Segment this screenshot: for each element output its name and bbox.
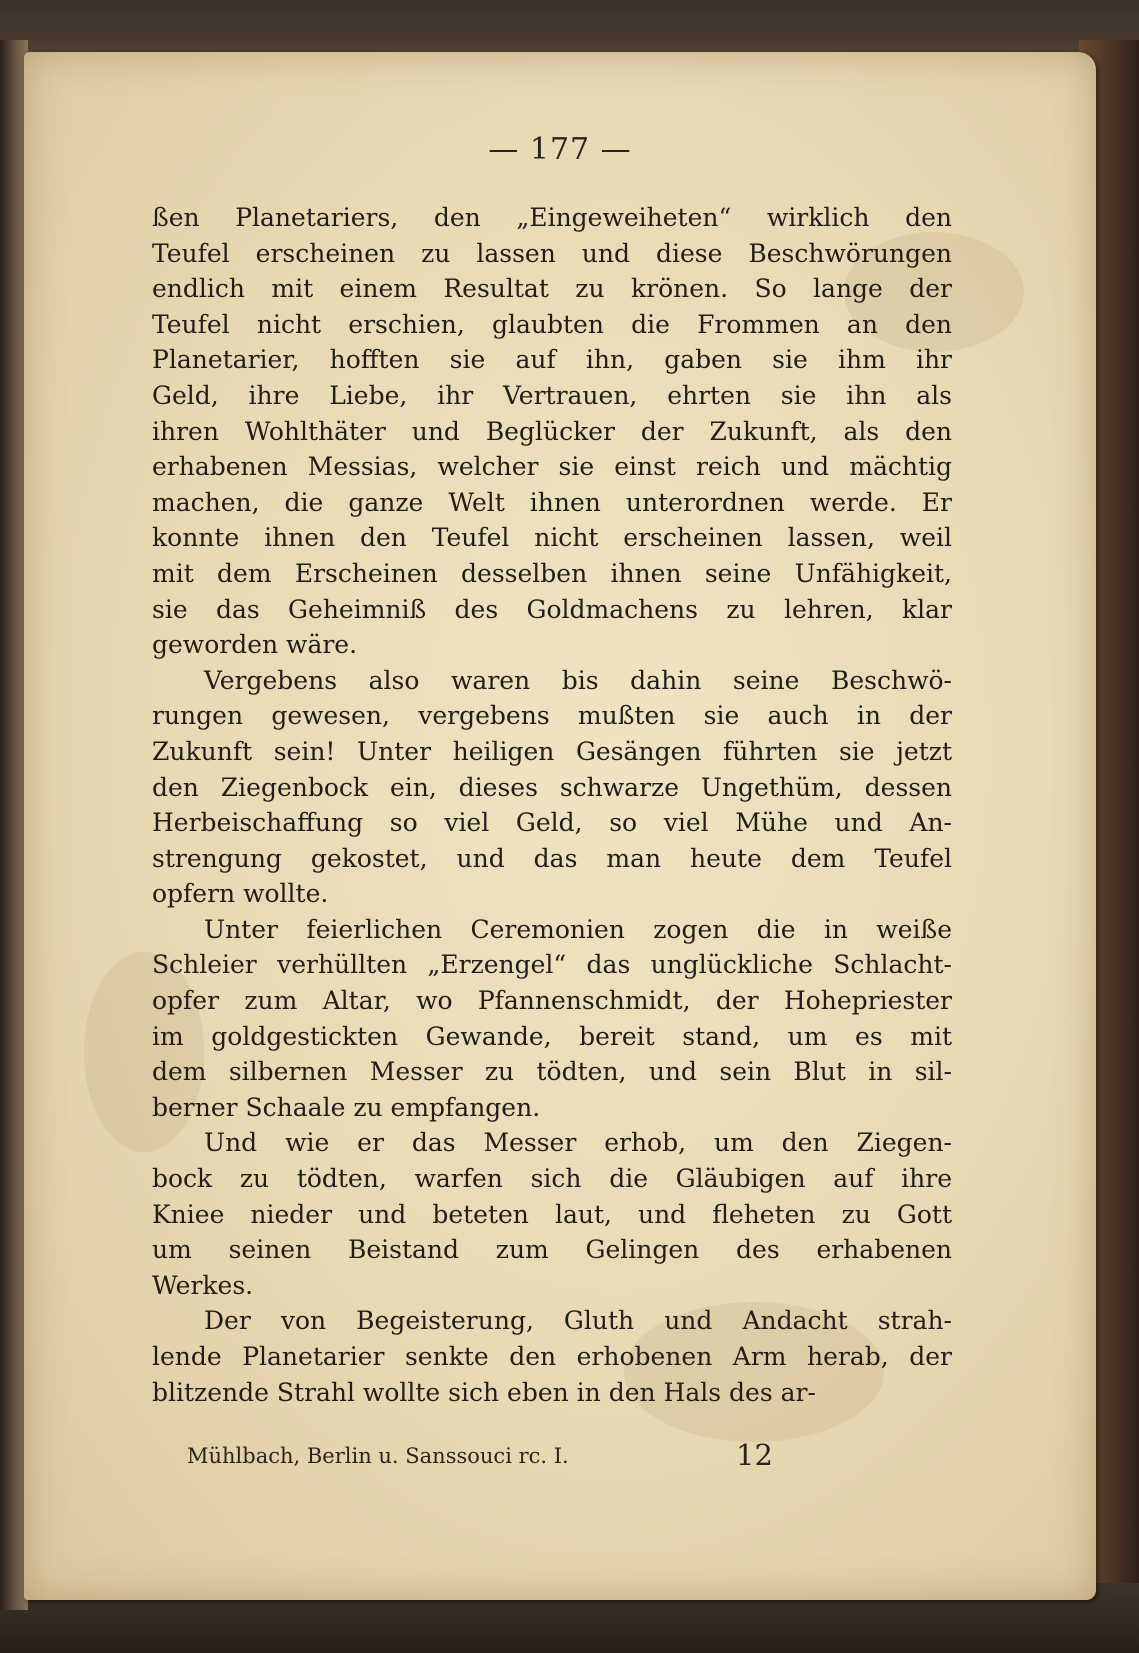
text-line: opfern wollte. [152,879,329,909]
text-line: berner Schaale zu empfangen. [152,1092,541,1122]
text-line: sie das Geheimniß des Goldmachens zu lehren, klar [152,594,952,624]
text-line: rungen gewesen, vergebens mußten sie auch in der [152,701,952,731]
text-line: Zukunft sein! Unter heiligen Gesängen führten sie jetzt [152,736,952,766]
text-line: um seinen Beistand zum Gelingen des erhabenen [152,1235,952,1265]
text-line: endlich mit einem Resultat zu krönen. So lange der [152,274,952,304]
text-line: mit dem Erscheinen desselben ihnen seine Unfähigkeit, [152,558,952,588]
sheet-mark: 12 [736,1438,773,1472]
text-line: Herbeischaffung so viel Geld, so viel Mühe und An- [152,808,952,838]
text-line: Teufel erscheinen zu lassen und diese Beschwörungen [152,238,952,268]
text-line: bock zu tödten, warfen sich die Gläubigen auf ihre [152,1164,952,1194]
text-line: dem silbernen Messer zu tödten, und sein Blut in sil- [152,1057,952,1087]
text-line: Planetarier, hofften sie auf ihn, gaben sie ihm ihr [152,345,952,375]
text-line: Werkes. [152,1270,254,1300]
text-line: im goldgestickten Gewande, bereit stand, um es mit [152,1021,952,1051]
text-line: blitzende Strahl wollte sich eben in den Hals des ar- [152,1377,816,1407]
text-line: geworden wäre. [152,630,358,660]
text-line: Teufel nicht erschien, glaubten die Frommen an den [152,309,952,339]
signature-line: Mühlbach, Berlin u. Sanssouci rc. I. [187,1444,569,1468]
book-cover-top-edge [0,0,1139,60]
text-line: ßen Planetariers, den „Eingeweiheten“ wirklich den [152,203,952,232]
text-line: ihren Wohlthäter und Beglücker der Zukunft, als den [152,416,952,446]
book-page [24,52,1096,1600]
text-line: konnte ihnen den Teufel nicht erscheinen lassen, weil [152,523,952,553]
text-line: Der von Begeisterung, Gluth und Andacht strah- [204,1306,952,1336]
text-line: den Ziegenbock ein, dieses schwarze Ungethüm, dessen [152,772,952,802]
text-line: Vergebens also waren bis dahin seine Beschwö- [204,665,952,695]
text-line: lende Planetarier senkte den erhobenen Arm herab, der [152,1342,952,1371]
body-text [152,200,952,1410]
text-line: machen, die ganze Welt ihnen unterordnen werde. Er [152,487,952,517]
text-line: opfer zum Altar, wo Pfannenschmidt, der Hohepriester [152,986,952,1016]
text-line: Schleier verhüllten „Erzengel“ das unglückliche Schlacht- [152,950,952,980]
text-line: Geld, ihre Liebe, ihr Vertrauen, ehrten sie ihn als [152,380,952,410]
text-line: erhabenen Messias, welcher sie einst reich und mächtig [152,452,952,482]
text-line: Kniee nieder und beteten laut, und fleheten zu Gott [152,1199,952,1229]
page-number: — 177 — [488,132,632,167]
text-line: Und wie er das Messer erhob, um den Ziegen- [204,1128,952,1158]
text-line: Unter feierlichen Ceremonien zogen die in weiße [204,914,952,944]
text-line: strengung gekostet, und das man heute dem Teufel [152,843,952,873]
